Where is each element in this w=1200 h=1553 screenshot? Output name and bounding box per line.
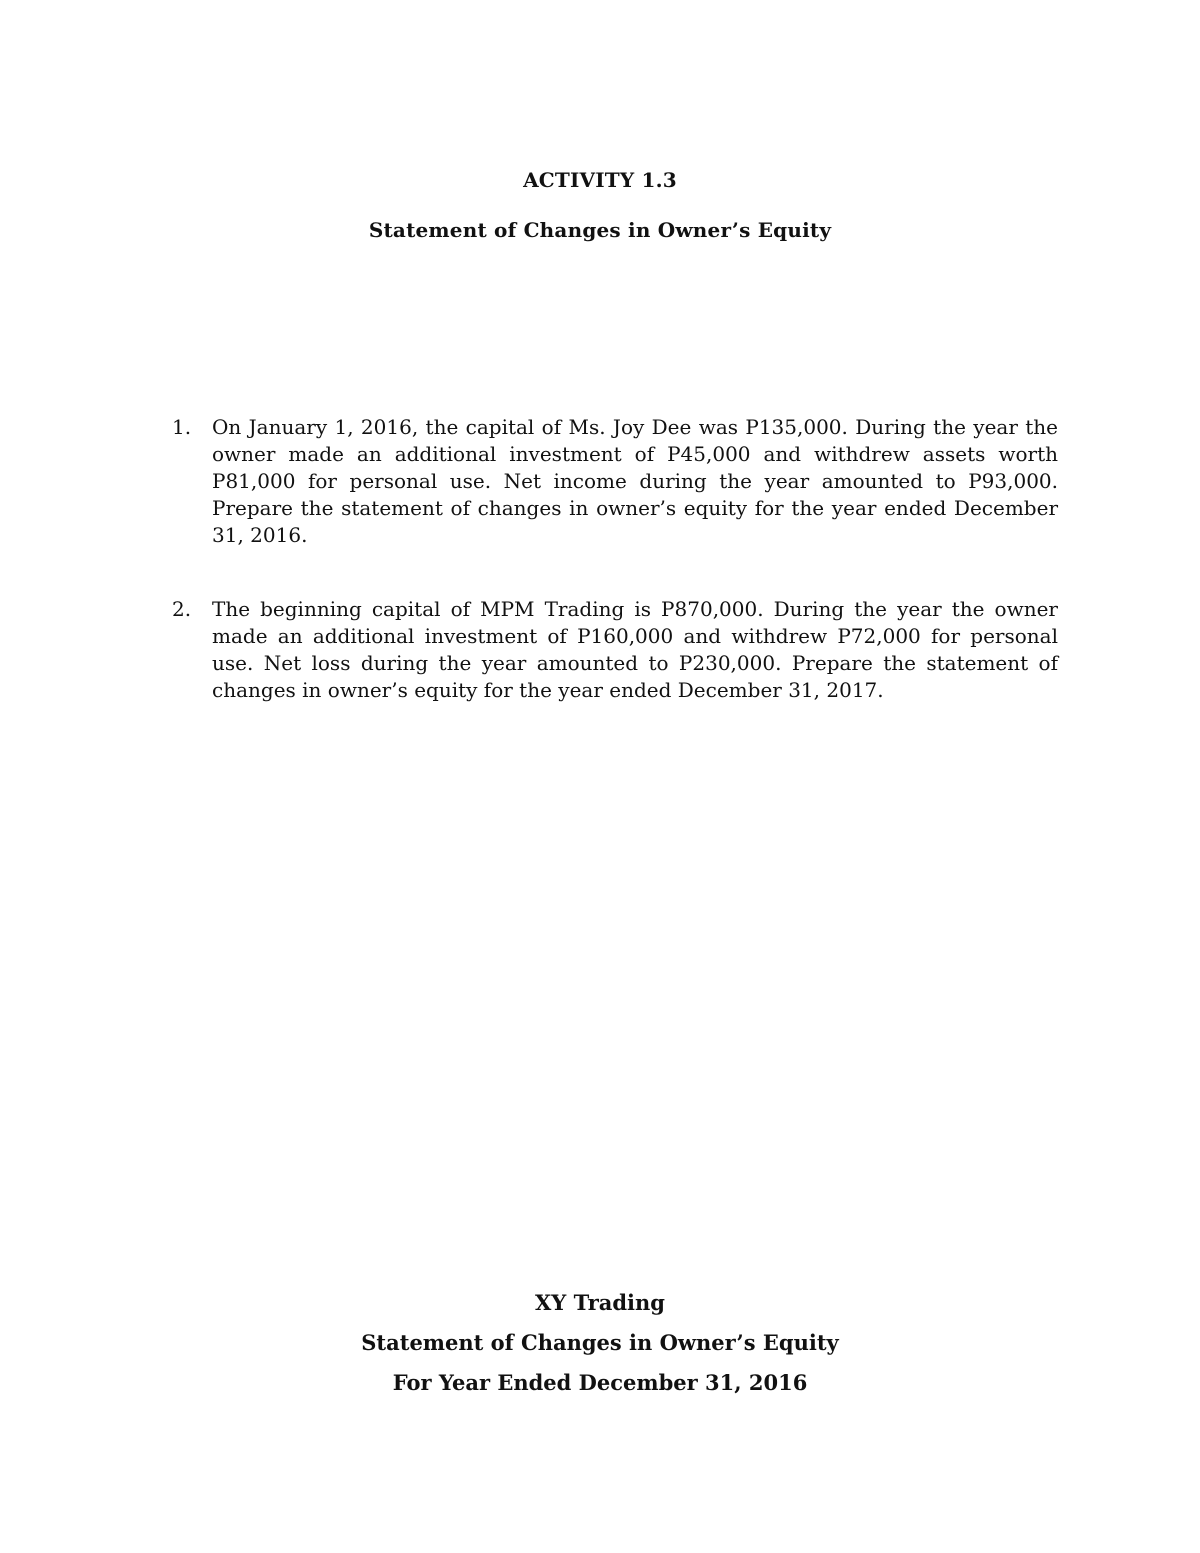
question-item bbox=[172, 414, 1058, 549]
activity-subtitle: Statement of Changes in Owner’s Equity bbox=[368, 218, 832, 242]
question-text: On January 1, 2016, the capital of Ms. Joy Dee was P135,000. During the year the owner made an additional investment of P45,000 and withdrew assets worth P81,000 for personal use. Net income during the year amounted to P93,000. Prepare the statement of changes in owner’s equity for the year ended December 31, 2016. bbox=[212, 415, 1058, 547]
question-number: 2. bbox=[172, 597, 192, 621]
question-number: 1. bbox=[172, 415, 192, 439]
activity-title: ACTIVITY 1.3 bbox=[523, 168, 677, 192]
company-name: XY Trading bbox=[535, 1290, 665, 1315]
question-text: The beginning capital of MPM Trading is P870,000. During the year the owner made an additional investment of P160,000 and withdrew P72,000 for personal use. Net loss during the year amounted to P230,000. Prepare the statement of changes in owner’s equity for the year ended December 31, 2017. bbox=[212, 597, 1058, 702]
question-item bbox=[172, 596, 1058, 704]
statement-title: Statement of Changes in Owner’s Equity bbox=[361, 1330, 839, 1355]
statement-period: For Year Ended December 31, 2016 bbox=[392, 1370, 808, 1395]
